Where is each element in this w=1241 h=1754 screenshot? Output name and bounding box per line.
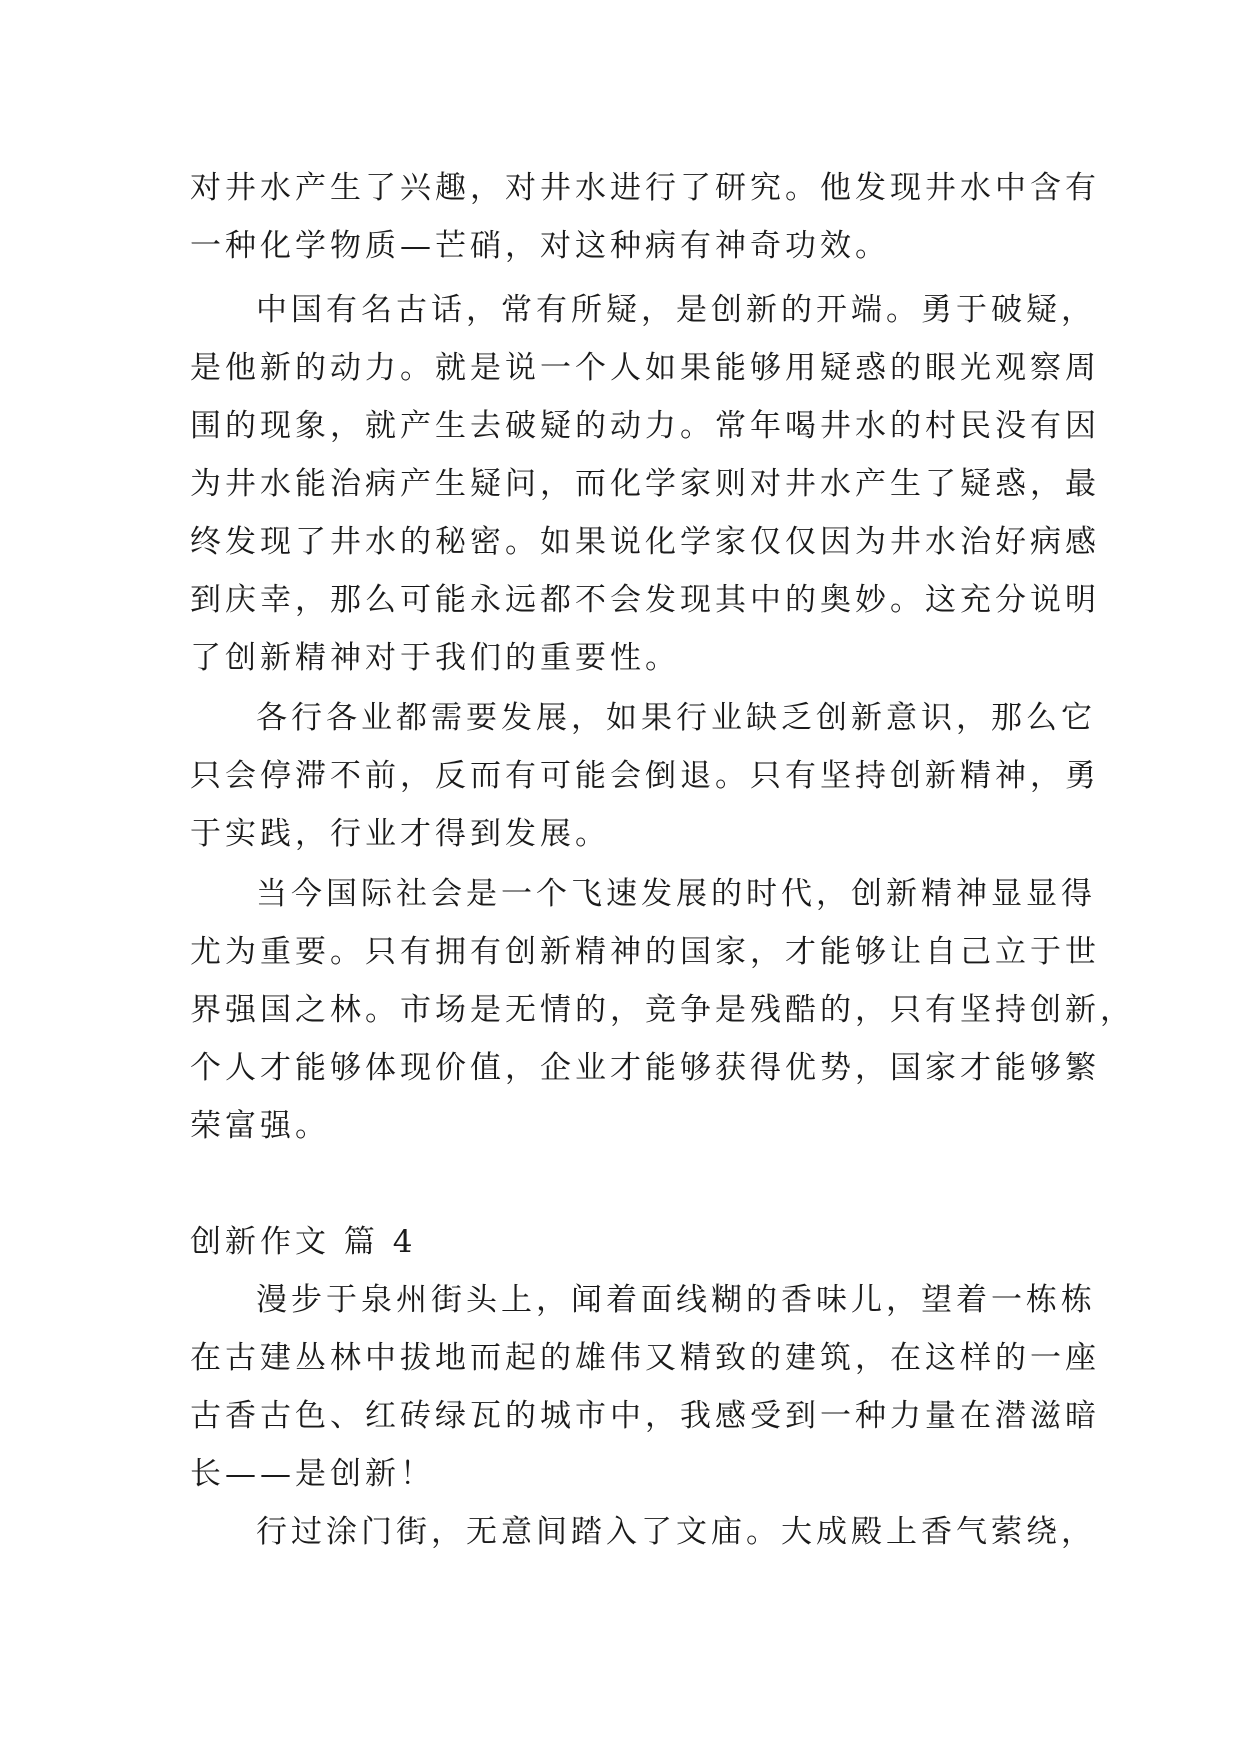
text-line: 对井水产生了兴趣，对井水进行了研究。他发现井水中含有 <box>190 170 1100 206</box>
section-heading: 创新作文 篇 4 <box>190 1224 417 1260</box>
paragraph-start-line: 中国有名古话，常有所疑，是创新的开端。勇于破疑， <box>256 292 1096 328</box>
paragraph-start-line: 漫步于泉州街头上，闻着面线糊的香味儿，望着一栋栋 <box>256 1282 1096 1318</box>
paragraph-start-line: 各行各业都需要发展，如果行业缺乏创新意识，那么它 <box>256 700 1096 736</box>
text-line: 在古建丛林中拔地而起的雄伟又精致的建筑，在这样的一座 <box>190 1340 1100 1376</box>
text-line: 个人才能够体现价值，企业才能够获得优势，国家才能够繁 <box>190 1050 1100 1086</box>
text-line: 荣富强。 <box>190 1108 330 1144</box>
text-line: 长——是创新！ <box>190 1456 435 1492</box>
text-line: 界强国之林。市场是无情的，竞争是残酷的，只有坚持创新， <box>190 992 1135 1028</box>
text-line: 终发现了井水的秘密。如果说化学家仅仅因为井水治好病感 <box>190 524 1100 560</box>
text-line: 到庆幸，那么可能永远都不会发现其中的奥妙。这充分说明 <box>190 582 1100 618</box>
text-line: 一种化学物质—芒硝，对这种病有神奇功效。 <box>190 228 890 264</box>
text-line: 于实践，行业才得到发展。 <box>190 816 610 852</box>
text-line: 古香古色、红砖绿瓦的城市中，我感受到一种力量在潜滋暗 <box>190 1398 1100 1434</box>
text-line: 围的现象，就产生去破疑的动力。常年喝井水的村民没有因 <box>190 408 1100 444</box>
text-line: 了创新精神对于我们的重要性。 <box>190 640 680 676</box>
paragraph-start-line: 当今国际社会是一个飞速发展的时代，创新精神显显得 <box>256 876 1096 912</box>
text-line: 为井水能治病产生疑问，而化学家则对井水产生了疑惑，最 <box>190 466 1100 502</box>
text-line: 是他新的动力。就是说一个人如果能够用疑惑的眼光观察周 <box>190 350 1100 386</box>
text-line: 尤为重要。只有拥有创新精神的国家，才能够让自己立于世 <box>190 934 1100 970</box>
paragraph-start-line: 行过涂门街，无意间踏入了文庙。大成殿上香气萦绕， <box>256 1514 1096 1550</box>
text-line: 只会停滞不前，反而有可能会倒退。只有坚持创新精神，勇 <box>190 758 1100 794</box>
